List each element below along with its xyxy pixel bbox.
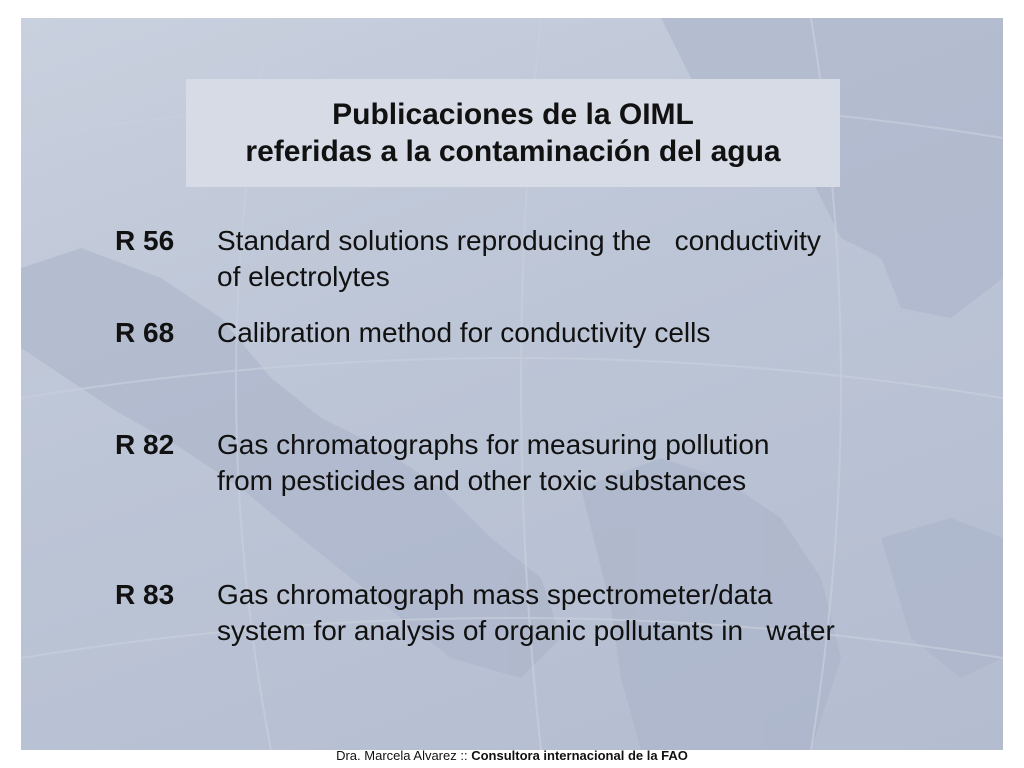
item-description-line: Gas chromatograph mass spectrometer/data (217, 579, 773, 610)
item-description (217, 223, 821, 295)
item-code: R 83 (115, 579, 175, 610)
item-code: R 82 (115, 429, 175, 460)
title-line-1: Publicaciones de la OIML (332, 98, 694, 131)
item-code: R 68 (115, 317, 175, 348)
title-box (186, 79, 840, 187)
footer-author: Dra. Marcela Alvarez (336, 748, 457, 763)
title-line-2: referidas a la contaminación del agua (245, 135, 781, 168)
item-description-line: from pesticides and other toxic substances (217, 465, 747, 496)
footer-role: Consultora internacional de la FAO (471, 748, 688, 763)
item-description (217, 577, 835, 649)
footer (0, 748, 1024, 764)
item-description-line: of electrolytes (217, 261, 390, 292)
item-description-line: Gas chromatographs for measuring pollution (217, 429, 770, 460)
item-description (217, 427, 770, 499)
item-description-line: system for analysis of organic pollutants in water (217, 615, 835, 646)
slide-background (21, 18, 1003, 750)
footer-separator: :: (456, 748, 472, 763)
item-code: R 56 (115, 225, 175, 256)
item-description-line: Calibration method for conductivity cells (217, 317, 711, 348)
item-description (217, 315, 710, 351)
item-description-line: Standard solutions reproducing the conductivity (217, 225, 821, 256)
